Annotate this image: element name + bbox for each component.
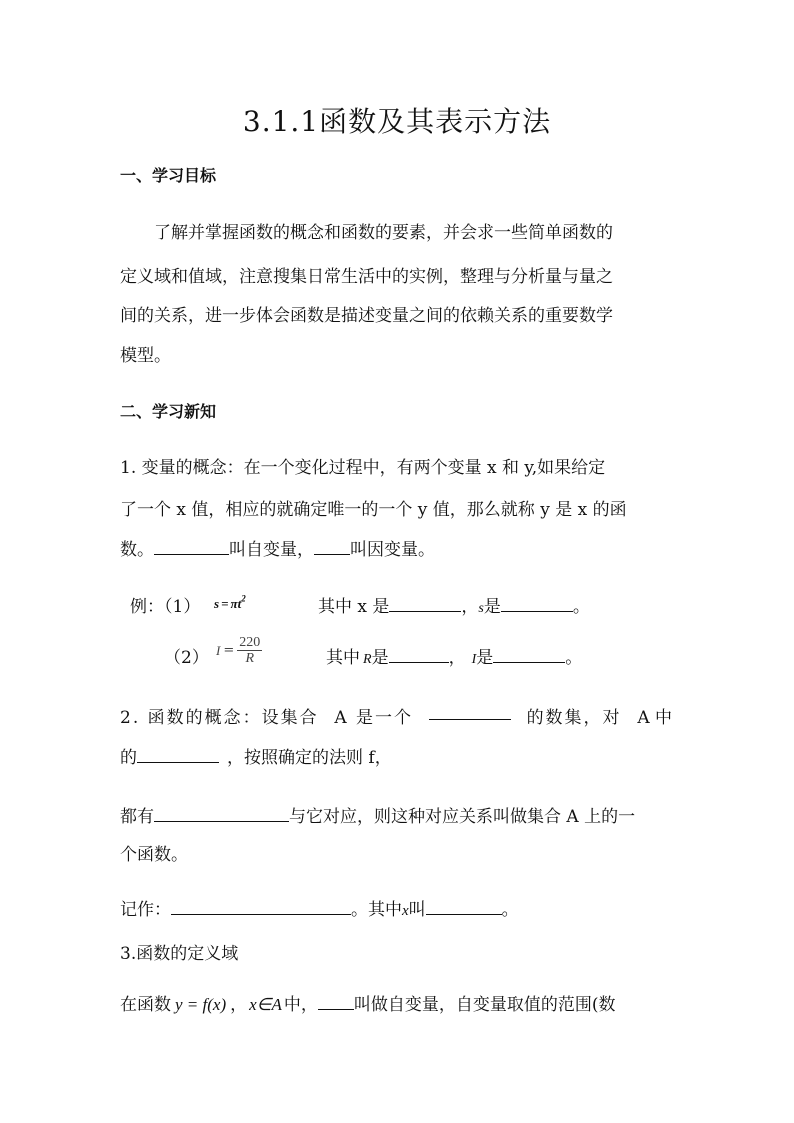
item2-text: 2. 函数的概念：设集合 bbox=[120, 708, 319, 728]
section-heading-goals: 一、学习目标 bbox=[120, 166, 217, 185]
blank-unique-fx[interactable] bbox=[154, 805, 289, 822]
item2-line-2 bbox=[120, 743, 392, 768]
item2-line-1 bbox=[120, 703, 672, 728]
blank-notation[interactable] bbox=[171, 898, 351, 915]
example-end: 。 bbox=[572, 597, 590, 617]
item2-text: ，按照确定的法则 f， bbox=[227, 748, 392, 768]
formula-y-fx: y = f(x) bbox=[175, 995, 227, 1014]
example-end: 。 bbox=[565, 648, 583, 668]
item1-text: 叫自变量， bbox=[229, 540, 314, 560]
notation-text: 。其中 bbox=[351, 900, 402, 920]
item3-heading: 3.函数的定义域 bbox=[120, 944, 239, 964]
formula-lhs: I bbox=[216, 642, 221, 658]
item2-text: A 是一个 bbox=[334, 708, 414, 728]
numerator: 220 bbox=[239, 635, 261, 650]
goals-line-1: 了解并掌握函数的概念和函数的要素，并会求一些简单函数的 bbox=[154, 223, 613, 243]
example-text: 其中 bbox=[326, 648, 360, 668]
blank-independent-var[interactable] bbox=[154, 538, 229, 555]
goals-line-4: 模型。 bbox=[120, 346, 171, 366]
formula-2 bbox=[216, 635, 262, 666]
blank-nonempty-set[interactable] bbox=[429, 703, 511, 720]
formula-exponent: 2 bbox=[241, 593, 246, 604]
example-1 bbox=[130, 592, 200, 617]
goals-line-3: 间的关系，进一步体会函数是描述变量之间的依赖关系的重要数学 bbox=[120, 306, 613, 326]
notation-text: 记作： bbox=[120, 900, 171, 920]
item3-line-1 bbox=[120, 990, 616, 1015]
example-2-text bbox=[326, 643, 582, 668]
item2-text: 的数集，对 bbox=[526, 708, 622, 728]
example-sep: ， bbox=[448, 648, 466, 668]
example-text: 是 bbox=[371, 648, 389, 668]
blank-dependent-var[interactable] bbox=[314, 538, 350, 555]
notation-text: 叫 bbox=[408, 900, 426, 920]
blank-example1-x[interactable] bbox=[389, 595, 461, 612]
formula-lhs: s bbox=[214, 596, 220, 611]
formula-rhs: πt bbox=[230, 596, 242, 611]
formula-x-in-a: x∈A bbox=[249, 995, 282, 1014]
page-title: 3.1.1函数及其表示方法 bbox=[242, 105, 552, 138]
item2-text: 与它对应，则这种对应关系叫做集合 A 上的一 bbox=[289, 807, 636, 827]
blank-x-called[interactable] bbox=[426, 898, 502, 915]
item2-text: 都有 bbox=[120, 807, 154, 827]
example-var: s bbox=[478, 601, 484, 616]
example-var: R bbox=[363, 652, 372, 667]
item1-text: 叫因变量。 bbox=[350, 540, 435, 560]
example-var: I bbox=[471, 652, 477, 667]
item2-line-4: 个函数。 bbox=[120, 845, 188, 865]
item3-text: ， bbox=[230, 995, 248, 1015]
item1-line-1: 1. 变量的概念：在一个变化过程中，有两个变量 x 和 y,如果给定 bbox=[120, 458, 606, 478]
item1-line-2: 了一个 x 值，相应的就确定唯一的一个 y 值，那么就称 y 是 x 的函 bbox=[120, 500, 627, 520]
section-heading-new-knowledge: 二、学习新知 bbox=[120, 402, 217, 421]
item3-text: 中， bbox=[283, 995, 318, 1015]
denominator: R bbox=[245, 651, 255, 666]
blank-example1-s[interactable] bbox=[501, 595, 573, 612]
example-text: 其中 x 是 bbox=[318, 597, 390, 617]
example-1-text: 其中 x 是 ，s是 。 bbox=[318, 597, 590, 617]
item2-line-3 bbox=[120, 802, 635, 827]
notation-var: x bbox=[402, 903, 409, 919]
item2-text: 的 bbox=[120, 748, 137, 768]
blank-x-called[interactable] bbox=[318, 993, 354, 1010]
fraction bbox=[237, 635, 262, 666]
formula-eq: = bbox=[223, 643, 235, 658]
goals-line-2: 定义域和值域，注意搜集日常生活中的实例，整理与分析量与量之 bbox=[120, 267, 613, 287]
formula-1 bbox=[214, 593, 246, 612]
item2-text: A 中 bbox=[637, 708, 672, 728]
item3-text: 在函数 bbox=[120, 995, 171, 1015]
item1-line-3 bbox=[120, 535, 435, 560]
blank-example2-i[interactable] bbox=[493, 646, 565, 663]
blank-any-x[interactable] bbox=[137, 746, 219, 763]
example-text: 是 bbox=[476, 648, 494, 668]
example-2-label: （2） bbox=[164, 648, 209, 668]
item1-text: 数。 bbox=[120, 540, 154, 560]
notation-text: 。 bbox=[501, 900, 519, 920]
item3-text: 叫做自变量，自变量取值的范围(数 bbox=[353, 995, 616, 1015]
example-text: 是 bbox=[483, 597, 501, 617]
formula-eq: = bbox=[221, 596, 229, 611]
blank-example2-r[interactable] bbox=[389, 646, 449, 663]
notation-line bbox=[120, 895, 519, 920]
example-label: 例：（1） bbox=[130, 597, 201, 617]
